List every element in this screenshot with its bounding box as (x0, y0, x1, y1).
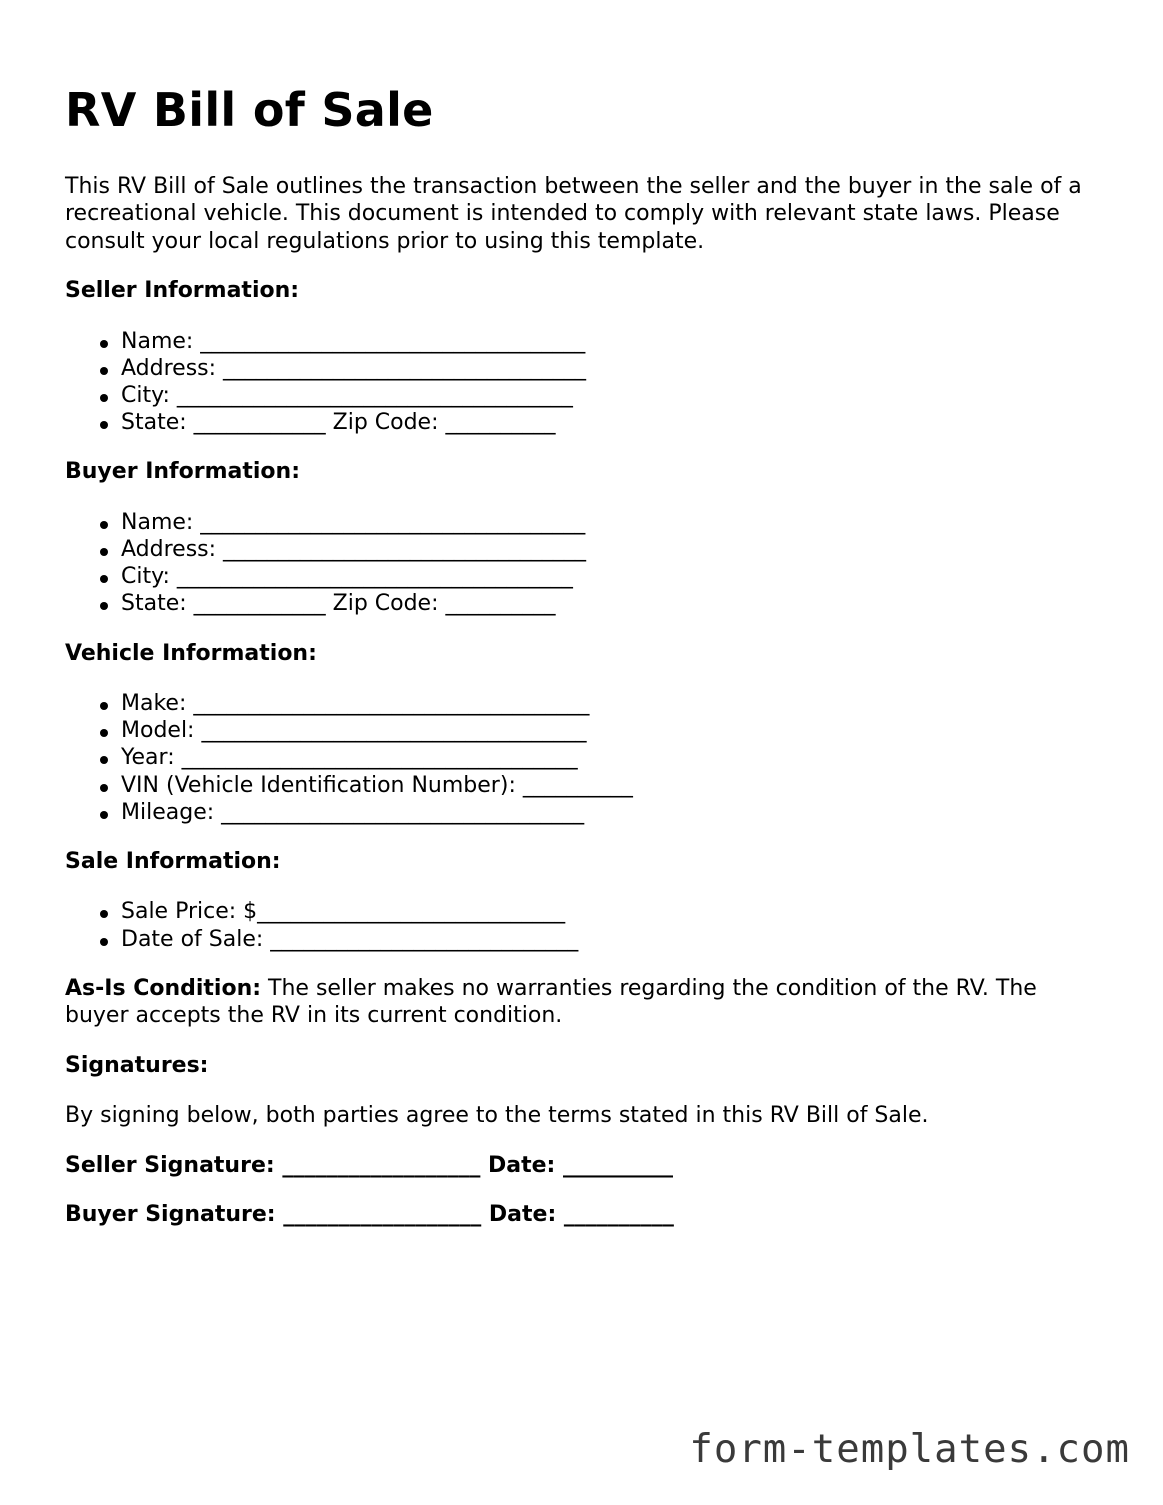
intro-paragraph: This RV Bill of Sale outlines the transaction between the seller and the buyer in the sale of a recreational vehicle. This document is intended to comply with relevant state laws. Please consult your local regulations prior to using this template. (65, 174, 1082, 254)
bullet-icon (100, 938, 108, 946)
buyer-name-field: Name: ___________________________________ (65, 509, 1105, 536)
as-is-label: As-Is Condition: (65, 975, 262, 1001)
seller-address-field: Address: _________________________________ (65, 355, 1105, 382)
bullet-icon (100, 910, 108, 918)
seller-section-heading: Seller Information: (65, 278, 300, 304)
seller-signature-line: Seller Signature: __________________ Date: __________ (65, 1152, 673, 1178)
bullet-icon (100, 367, 108, 375)
bullet-icon (100, 602, 108, 610)
seller-city-field: City: ____________________________________ (65, 382, 1105, 409)
bullet-icon (100, 784, 108, 792)
seller-name-field: Name: ___________________________________ (65, 328, 1105, 355)
sale-field-list (65, 898, 1105, 952)
seller-state-zip-field: State: ____________ Zip Code: __________ (65, 409, 1105, 436)
bullet-icon (100, 702, 108, 710)
bullet-icon (100, 729, 108, 737)
signatures-intro: By signing below, both parties agree to the terms stated in this RV Bill of Sale. (65, 1103, 929, 1129)
buyer-field-list (65, 509, 1105, 618)
sale-price-field: Sale Price: $____________________________ (65, 898, 1105, 925)
vehicle-make-field: Make: ____________________________________ (65, 690, 1105, 717)
buyer-section-heading: Buyer Information: (65, 459, 300, 485)
as-is-text: The seller makes no warranties regarding the condition of the RV. The buyer accepts the RV in its current condition. (65, 975, 1037, 1029)
as-is-condition-paragraph (65, 975, 1105, 1030)
vehicle-year-field: Year: ____________________________________ (65, 744, 1105, 771)
buyer-address-field: Address: _________________________________ (65, 536, 1105, 563)
bullet-icon (100, 575, 108, 583)
site-watermark: form-templates.com (689, 1427, 1130, 1472)
vehicle-mileage-field: Mileage: _________________________________ (65, 799, 1105, 826)
seller-field-list (65, 328, 1105, 437)
bullet-icon (100, 811, 108, 819)
bullet-icon (100, 521, 108, 529)
vehicle-model-field: Model: ___________________________________ (65, 717, 1105, 744)
buyer-city-field: City: ____________________________________ (65, 563, 1105, 590)
buyer-signature-line: Buyer Signature: __________________ Date: __________ (65, 1201, 674, 1227)
bullet-icon (100, 548, 108, 556)
bullet-icon (100, 421, 108, 429)
bullet-icon (100, 394, 108, 402)
signatures-section-heading: Signatures: (65, 1052, 209, 1078)
sale-date-field: Date of Sale: ____________________________ (65, 926, 1105, 953)
bullet-icon (100, 756, 108, 764)
buyer-state-zip-field: State: ____________ Zip Code: __________ (65, 590, 1105, 617)
vehicle-field-list (65, 690, 1105, 826)
sale-section-heading: Sale Information: (65, 849, 281, 875)
bullet-icon (100, 340, 108, 348)
vehicle-section-heading: Vehicle Information: (65, 640, 317, 666)
document-page (65, 80, 1105, 1250)
document-title: RV Bill of Sale (65, 83, 434, 137)
vehicle-vin-field: VIN (Vehicle Identification Number): __________ (65, 772, 1105, 799)
